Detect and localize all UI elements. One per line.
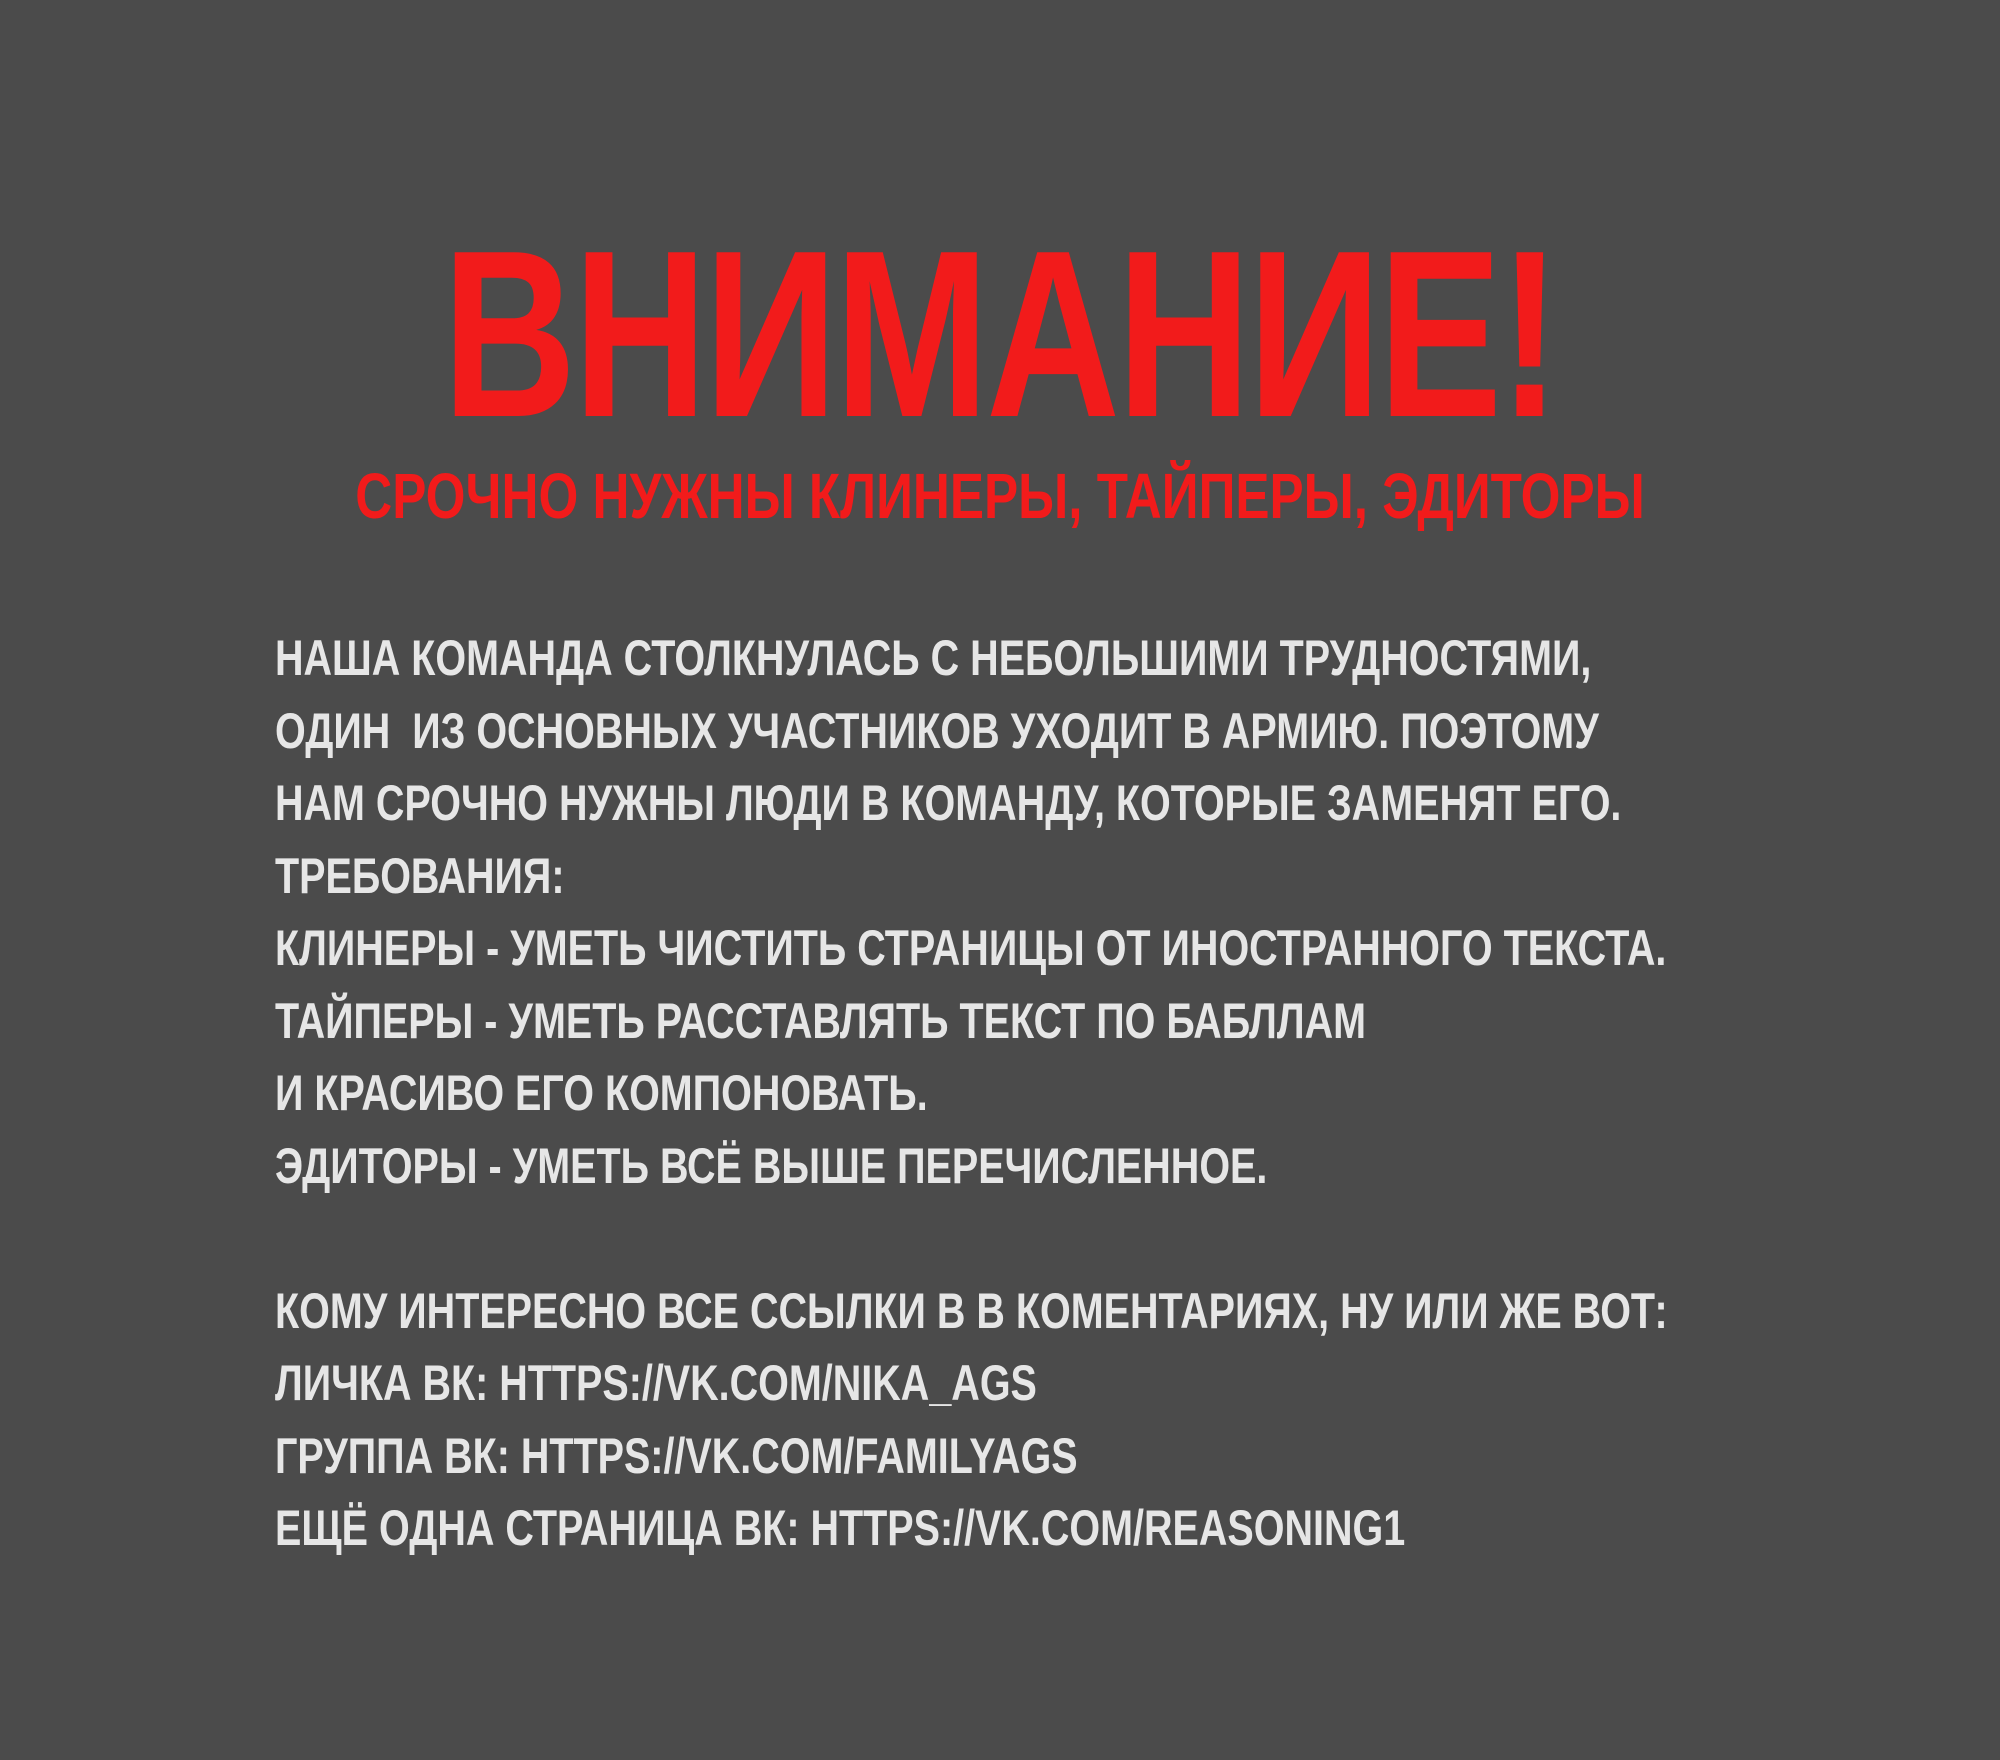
paragraph-line: НАША КОМАНДА СТОЛКНУЛАСЬ С НЕБОЛЬШИМИ ТРУДНОСТЯМИ, bbox=[275, 630, 1592, 686]
paragraph-line: НАМ СРОЧНО НУЖНЫ ЛЮДИ В КОМАНДУ, КОТОРЫЕ ЗАМЕНЯТ ЕГО. bbox=[275, 775, 1622, 831]
requirement-typers: ТАЙПЕРЫ - УМЕТЬ РАССТАВЛЯТЬ ТЕКСТ ПО БАБЛЛАМ bbox=[275, 992, 1367, 1049]
contact-extra-vk: ЕЩЁ ОДНА СТРАНИЦА ВК: HTTPS://VK.COM/REASONING1 bbox=[275, 1500, 1406, 1556]
section-spacer bbox=[275, 1202, 1855, 1275]
requirement-editors: ЭДИТОРЫ - УМЕТЬ ВСЁ ВЫШЕ ПЕРЕЧИСЛЕННОЕ. bbox=[275, 1137, 1268, 1194]
requirement-typers-continued: И КРАСИВО ЕГО КОМПОНОВАТЬ. bbox=[275, 1065, 928, 1121]
contacts-intro: КОМУ ИНТЕРЕСНО ВСЕ ССЫЛКИ В В КОМЕНТАРИЯХ, НУ ИЛИ ЖЕ ВОТ: bbox=[275, 1282, 1668, 1339]
contact-personal-vk: ЛИЧКА ВК: HTTPS://VK.COM/NIKA_AGS bbox=[275, 1355, 1037, 1411]
requirement-cleaners: КЛИНЕРЫ - УМЕТЬ ЧИСТИТЬ СТРАНИЦЫ ОТ ИНОСТРАННОГО ТЕКСТА. bbox=[275, 920, 1667, 976]
subheadline: СРОЧНО НУЖНЫ КЛИНЕРЫ, ТАЙПЕРЫ, ЭДИТОРЫ bbox=[355, 460, 1645, 532]
headline: ВНИМАНИЕ! bbox=[442, 202, 1558, 467]
paragraph-line: ОДИН ИЗ ОСНОВНЫХ УЧАСТНИКОВ УХОДИТ В АРМИЮ. ПОЭТОМУ bbox=[275, 702, 1599, 759]
contact-group-vk: ГРУППА ВК: HTTPS://VK.COM/FAMILYAGS bbox=[275, 1427, 1078, 1484]
announcement-body bbox=[275, 622, 1855, 1565]
requirements-heading: ТРЕБОВАНИЯ: bbox=[275, 847, 565, 904]
